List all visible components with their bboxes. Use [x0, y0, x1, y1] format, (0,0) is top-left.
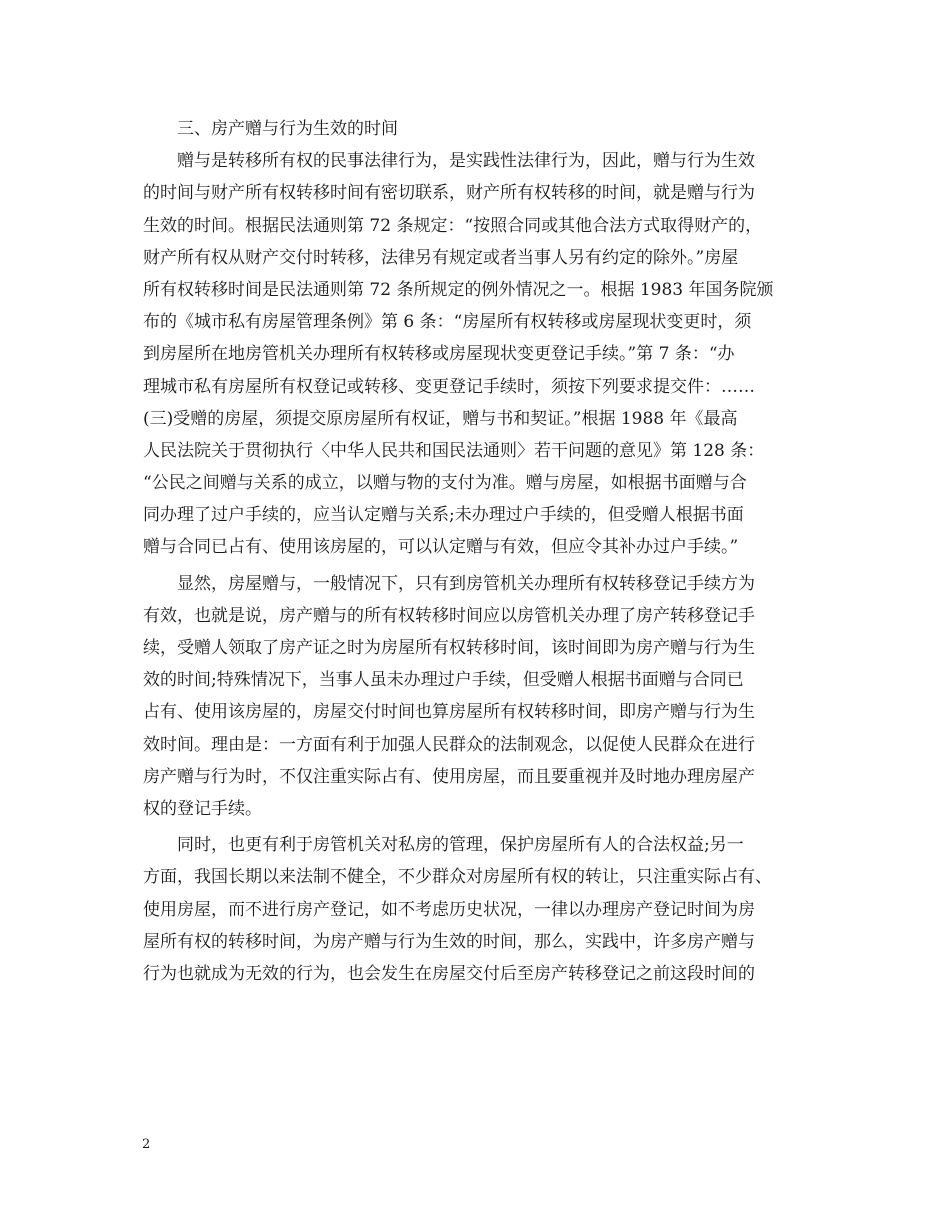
text-line: 财产所有权从财产交付时转移，法律另有规定或者当事人另有约定的除外。”房屋 [143, 247, 739, 268]
text-line: 所有权转移时间是民法通则第 72 条所规定的例外情况之一。根据 1983 年国务院颁 [143, 279, 774, 300]
paragraph [143, 829, 808, 990]
text-line: 赠与合同已占有、使用该房屋的，可以认定赠与有效，但应令其补办过户手续。” [143, 537, 739, 558]
text-line: 效时间。理由是：一方面有利于加强人民群众的法制观念，以促使人民群众在进行 [143, 734, 755, 755]
paragraph [143, 145, 808, 563]
text-line: 权的登记手续。 [143, 798, 262, 819]
text-line: 人民法院关于贯彻执行〈中华人民共和国民法通则〉若干问题的意见》第 128 条： [143, 440, 765, 461]
text-line: 到房屋所在地房管机关办理所有权转移或房屋现状变更登记手续。”第 7 条：“办 [143, 344, 735, 365]
text-line: 赠与是转移所有权的民事法律行为，是实践性法律行为，因此，赠与行为生效 [143, 151, 755, 172]
text-line: 效的时间;特殊情况下，当事人虽未办理过户手续，但受赠人根据书面赠与合同已 [143, 670, 744, 691]
paragraphs [143, 145, 808, 990]
text-line: 布的《城市私有房屋管理条例》第 6 条：“房屋所有权转移或房屋现状变更时，须 [143, 312, 752, 333]
page-number: 2 [142, 1137, 151, 1152]
text-line: 生效的时间。根据民法通则第 72 条规定：“按照合同或其他合法方式取得财产的， [143, 215, 763, 236]
text-line: 续，受赠人领取了房产证之时为房屋所有权转移时间，该时间即为房产赠与行为生 [143, 638, 755, 658]
text-line: 理城市私有房屋所有权登记或转移、变更登记手续时，须按下列要求提交件：…… [143, 376, 755, 397]
text-line: (三)受赠的房屋，须提交原房屋所有权证，赠与书和契证。”根据 1988 年《最高 [143, 408, 738, 429]
text-line: 占有、使用该房屋的，房屋交付时间也算房屋所有权转移时间，即房产赠与行为生 [143, 702, 755, 723]
text-line: 行为也就成为无效的行为，也会发生在房屋交付后至房产转移登记之前这段时间的 [143, 963, 755, 984]
text-line: 同时，也更有利于房管机关对私房的管理，保护房屋所有人的合法权益;另一 [143, 835, 744, 856]
text-line: 同办理了过户手续的，应当认定赠与关系;未办理过户手续的，但受赠人根据书面 [143, 505, 744, 526]
text-line: 显然，房屋赠与，一般情况下，只有到房管机关办理所有权转移登记手续方为 [143, 573, 755, 594]
text-line: 的时间与财产所有权转移时间有密切联系，财产所有权转移的时间，就是赠与行为 [143, 183, 755, 204]
section-heading: 三、房产赠与行为生效的时间 [177, 119, 398, 139]
body-text [143, 113, 808, 990]
text-line: 有效，也就是说，房产赠与的所有权转移时间应以房管机关办理了房产转移登记手 [143, 605, 755, 626]
text-line: 方面，我国长期以来法制不健全，不少群众对房屋所有权的转让，只注重实际占有、 [143, 867, 772, 888]
text-line: 屋所有权的转移时间，为房产赠与行为生效的时间，那么，实践中，许多房产赠与 [143, 931, 755, 952]
text-line: “公民之间赠与关系的成立，以赠与物的支付为准。赠与房屋，如根据书面赠与合 [143, 473, 747, 494]
text-line: 房产赠与行为时，不仅注重实际占有、使用房屋，而且要重视并及时地办理房屋产 [143, 766, 755, 787]
text-line: 使用房屋，而不进行房产登记，如不考虑历史状况，一律以办理房产登记时间为房 [143, 899, 755, 920]
paragraph [143, 568, 808, 826]
